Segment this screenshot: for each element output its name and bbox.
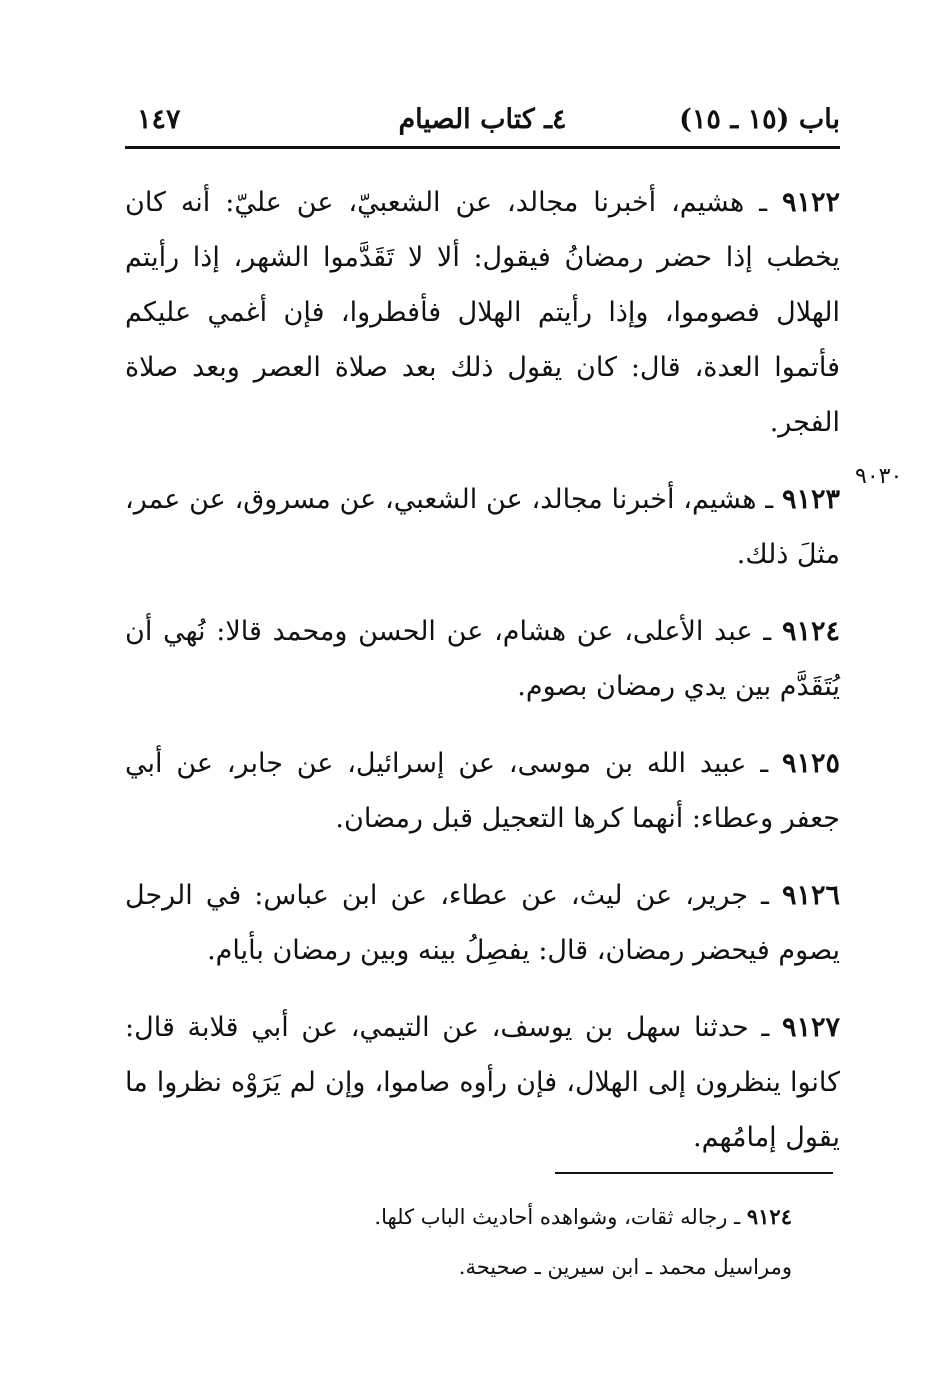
hadith-number: ٩١٢٧ xyxy=(781,1012,840,1043)
hadith-text: ـ هشيم، أخبرنا مجالد، عن الشعبي، عن مسروق، عن عمر، مثلَ ذلك. xyxy=(125,484,840,570)
hadith-number: ٩١٢٦ xyxy=(781,880,840,911)
book-title: ٤ـ كتاب الصيام xyxy=(398,104,567,135)
footnotes xyxy=(300,1192,792,1292)
chapter-heading: باب (١٥ ـ ١٥) xyxy=(679,104,840,135)
hadith-entry xyxy=(125,472,840,582)
hadith-text: ـ عبيد الله بن موسى، عن إسرائيل، عن جابر، عن أبي جعفر وعطاء: أنهما كرها التعجيل قبل رمضان. xyxy=(125,748,840,834)
margin-number: ٩٠٣٠ xyxy=(855,464,903,489)
header-rule xyxy=(125,146,840,149)
page-header xyxy=(125,100,840,144)
hadith-entry xyxy=(125,1000,840,1165)
footnote-number: ٩١٢٤ xyxy=(746,1204,792,1229)
hadith-entry xyxy=(125,736,840,846)
hadith-number: ٩١٢٥ xyxy=(781,748,840,779)
hadith-entry xyxy=(125,175,840,450)
page-number: ١٤٧ xyxy=(137,104,181,135)
footnote-text: ـ رجاله ثقات، وشواهده أحاديث الباب كلها. xyxy=(374,1205,741,1229)
footnote-line xyxy=(300,1192,792,1242)
hadith-number: ٩١٢٤ xyxy=(781,616,840,647)
hadith-text: ـ عبد الأعلى، عن هشام، عن الحسن ومحمد قالا: نُهي أن يُتَقَدَّم بين يدي رمضان بصوم. xyxy=(125,616,840,702)
footnote-rule xyxy=(555,1172,833,1174)
footnote-text: ومراسيل محمد ـ ابن سيرين ـ صحيحة. xyxy=(458,1255,792,1279)
hadith-text: ـ جرير، عن ليث، عن عطاء، عن ابن عباس: في الرجل يصوم فيحضر رمضان، قال: يفصِلُ بينه وبين رمضان بأيام. xyxy=(125,880,840,966)
hadith-number: ٩١٢٢ xyxy=(781,187,840,218)
hadith-list xyxy=(125,175,840,1187)
footnote-line xyxy=(300,1242,792,1292)
hadith-text: ـ حدثنا سهل بن يوسف، عن التيمي، عن أبي قلابة قال: كانوا ينظرون إلى الهلال، فإن رأوه صاموا، وإن لم يَرَوْه نظروا ما يقول إمامُهم. xyxy=(125,1012,840,1153)
hadith-entry xyxy=(125,868,840,978)
hadith-number: ٩١٢٣ xyxy=(781,484,840,515)
hadith-entry xyxy=(125,604,840,714)
hadith-text: ـ هشيم، أخبرنا مجالد، عن الشعبيّ، عن عليّ: أنه كان يخطب إذا حضر رمضانُ فيقول: ألا لا تَقَدَّموا الشهر، إذا رأيتم الهلال فصوموا، وإذا رأيتم الهلال فأفطروا، فإن أغمي عليكم فأتموا العدة، قال: كان يقول ذلك بعد صلاة العصر وبعد صلاة الفجر. xyxy=(125,187,840,438)
